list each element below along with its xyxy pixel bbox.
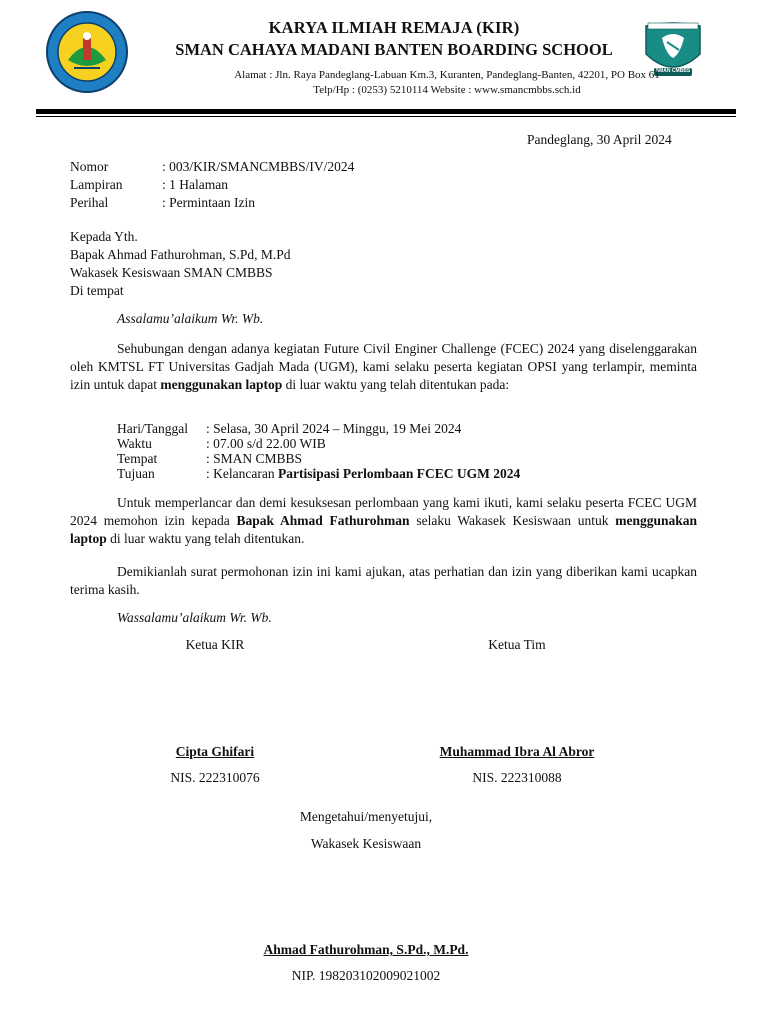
meta-row bbox=[70, 158, 354, 176]
detail-value: : Selasa, 30 April 2024 – Minggu, 19 Mei 2024 bbox=[206, 421, 462, 436]
body-paragraph-3: Demikianlah surat permohonan izin ini kami ajukan, atas perhatian dan izin yang diberikan kami ucapkan terima kasih. bbox=[70, 564, 697, 597]
right-signer-title: Ketua Tim bbox=[488, 637, 546, 652]
left-signer-name: Cipta Ghifari bbox=[175, 744, 255, 759]
recipient-place: Di tempat bbox=[70, 283, 124, 298]
para2-bold-laptop: menggunakan laptop bbox=[70, 513, 698, 546]
detail-label: Tujuan bbox=[117, 466, 155, 481]
address-line: Alamat : Jln. Raya Pandeglang-Labuan Km.3, Kuranten, Pandeglang-Banten, 42201, PO Box 61 bbox=[234, 69, 660, 81]
meta-value: : 1 Halaman bbox=[162, 177, 228, 192]
right-logo-caption: SMAN CMBBS bbox=[655, 68, 691, 74]
approval-line: Mengetahui/menyetujui, bbox=[299, 809, 433, 824]
right-signer-nis: NIS. 222310088 bbox=[472, 770, 562, 785]
header-divider-thin bbox=[36, 116, 736, 117]
detail-value: : Kelancaran bbox=[206, 466, 278, 481]
detail-value-bold: Partisipasi Perlombaan FCEC UGM 2024 bbox=[277, 466, 521, 481]
para2-text: Untuk memperlancar dan demi kesuksesan perlombaan yang kami ikuti, kami selaku peserta FCEC UGM 2024 memohon izin kepada bbox=[70, 495, 697, 528]
right-signer-name: Muhammad Ibra Al Abror bbox=[439, 744, 595, 759]
detail-label: Tempat bbox=[117, 451, 158, 466]
recipient-greeting: Kepada Yth. bbox=[70, 229, 138, 244]
letter-date: Pandeglang, 30 April 2024 bbox=[527, 132, 672, 147]
approver-nip: NIP. 198203102009021002 bbox=[291, 968, 441, 983]
body-paragraph-2 bbox=[70, 494, 697, 548]
header-divider-thick bbox=[36, 109, 736, 114]
contact-line: Telp/Hp : (0253) 5210114 Website : www.smancmbbs.sch.id bbox=[313, 84, 581, 96]
meta-value: : Permintaan Izin bbox=[162, 195, 255, 210]
details-block bbox=[117, 421, 520, 481]
closing-salutation: Wassalamu’alaikum Wr. Wb. bbox=[117, 610, 272, 625]
meta-block bbox=[70, 158, 354, 212]
recipient-block bbox=[70, 228, 291, 300]
detail-label: Hari/Tanggal bbox=[117, 421, 189, 436]
approver-name: Ahmad Fathurohman, S.Pd., M.Pd. bbox=[263, 942, 469, 957]
school-title: SMAN CAHAYA MADANI BANTEN BOARDING SCHOOL bbox=[175, 40, 613, 59]
recipient-position: Wakasek Kesiswaan SMAN CMBBS bbox=[70, 265, 273, 280]
meta-row bbox=[70, 194, 354, 212]
body-paragraph-1 bbox=[70, 340, 697, 394]
approval-title: Wakasek Kesiswaan bbox=[310, 836, 422, 851]
detail-value: : 07.00 s/d 22.00 WIB bbox=[206, 436, 326, 451]
recipient-name: Bapak Ahmad Fathurohman, S.Pd, M.Pd bbox=[70, 247, 291, 262]
meta-value: : 003/KIR/SMANCMBBS/IV/2024 bbox=[162, 159, 355, 174]
org-title: KARYA ILMIAH REMAJA (KIR) bbox=[268, 18, 520, 37]
meta-label: Lampiran bbox=[70, 177, 123, 192]
detail-label: Waktu bbox=[117, 436, 152, 451]
detail-row bbox=[117, 451, 520, 466]
meta-row bbox=[70, 176, 354, 194]
detail-row bbox=[117, 436, 520, 451]
para1-text-end: di luar waktu yang telah ditentukan pada: bbox=[282, 377, 510, 392]
meta-label: Perihal bbox=[70, 195, 109, 210]
detail-value: : SMAN CMBBS bbox=[206, 451, 303, 466]
para2-text-mid: selaku Wakasek Kesiswaan untuk bbox=[409, 513, 616, 528]
para1-bold: menggunakan laptop bbox=[160, 377, 283, 392]
detail-row bbox=[117, 421, 520, 436]
para1-text: Sehubungan dengan adanya kegiatan Future Civil Enginer Challenge (FCEC) 2024 yang diselenggarakan oleh KMTSL FT Universitas Gadjah Mada (UGM), kami selaku peserta kegiatan OPSI yang terlampir, meminta izin untuk dapat bbox=[70, 341, 697, 392]
left-signer-nis: NIS. 222310076 bbox=[170, 770, 260, 785]
detail-row bbox=[117, 466, 520, 481]
para2-text-end: di luar waktu yang telah ditentukan. bbox=[106, 531, 305, 546]
para2-bold-name: Bapak Ahmad Fathurohman bbox=[236, 513, 410, 528]
meta-label: Nomor bbox=[70, 159, 109, 174]
left-signer-title: Ketua KIR bbox=[185, 637, 245, 652]
opening-salutation: Assalamu’alaikum Wr. Wb. bbox=[117, 311, 264, 326]
